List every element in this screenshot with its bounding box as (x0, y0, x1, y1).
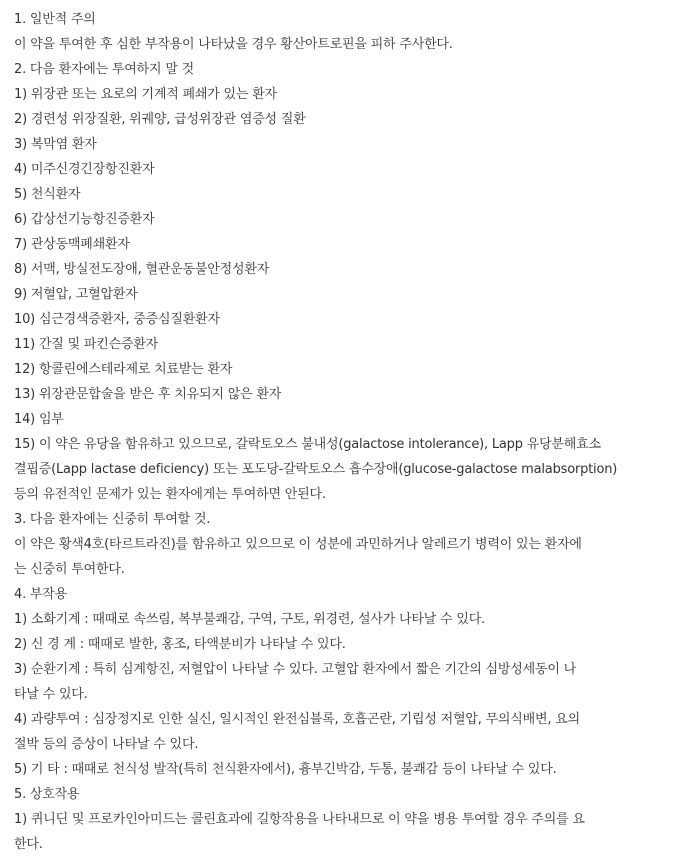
section-heading-contraindications: 2. 다음 환자에는 투여하지 말 것 (14, 62, 194, 77)
list-item: 12) 항콜린에스테라제로 치료받는 환자 (14, 362, 233, 377)
document-body (14, 7, 678, 857)
section-heading-adverse-reactions: 4. 부작용 (14, 587, 68, 602)
section-heading-general-precautions: 1. 일반적 주의 (14, 12, 96, 27)
text-line: 는 신중히 투여한다. (14, 562, 125, 577)
text-line: 결핍증(Lapp lactase deficiency) 또는 포도당-갈락토오스 흡수장애(glucose-galactose malabsorption) (14, 462, 618, 477)
list-item: 1) 퀴니딘 및 프로카인아미드는 콜린효과에 길항작용을 나타내므로 이 약을 병용 투여할 경우 주의를 요 (14, 812, 585, 827)
list-item: 1) 소화기계 : 때때로 속쓰림, 복부불쾌감, 구역, 구토, 위경련, 설사가 나타날 수 있다. (14, 612, 486, 627)
list-item: 11) 간질 및 파킨슨증환자 (14, 337, 159, 352)
text-line: 등의 유전적인 문제가 있는 환자에게는 투여하면 안된다. (14, 487, 326, 502)
list-item: 7) 관상동맥폐쇄환자 (14, 237, 130, 252)
list-item: 14) 임부 (14, 412, 64, 427)
list-item: 1) 위장관 또는 요로의 기계적 폐쇄가 있는 환자 (14, 87, 277, 102)
list-item: 5) 천식환자 (14, 187, 81, 202)
text-line: 타날 수 있다. (14, 687, 88, 702)
list-item: 5) 기 타 : 때때로 천식성 발작(특히 천식환자에서), 흉부긴박감, 두통, 불쾌감 등이 나타날 수 있다. (14, 762, 557, 777)
section-heading-interactions: 5. 상호작용 (14, 787, 80, 802)
list-item: 3) 순환기계 : 특히 심계항진, 저혈압이 나타날 수 있다. 고혈압 환자에서 짧은 기간의 심방성세동이 나 (14, 662, 577, 677)
list-item: 15) 이 약은 유당을 함유하고 있으므로, 갈락토오스 불내성(galactose intolerance), Lapp 유당분해효소 (14, 437, 601, 452)
list-item: 2) 경련성 위장질환, 위궤양, 급성위장관 염증성 질환 (14, 112, 306, 127)
text-line: 이 약은 황색4호(타르트라진)를 함유하고 있으므로 이 성분에 과민하거나 알레르기 병력이 있는 환자에 (14, 537, 582, 552)
list-item: 10) 심근경색증환자, 중증심질환환자 (14, 312, 220, 327)
list-item: 9) 저혈압, 고혈압환자 (14, 287, 138, 302)
section-heading-careful-administration: 3. 다음 환자에는 신중히 투여할 것. (14, 512, 211, 527)
list-item: 8) 서맥, 방실전도장애, 혈관운동불안정성환자 (14, 262, 270, 277)
list-item: 2) 신 경 계 : 때때로 발한, 홍조, 타액분비가 나타날 수 있다. (14, 637, 346, 652)
list-item: 3) 복막염 환자 (14, 137, 97, 152)
list-item: 4) 미주신경긴장항진환자 (14, 162, 155, 177)
text-line: 이 약을 투여한 후 심한 부작용이 나타났을 경우 황산아트로핀을 피하 주사한다. (14, 37, 453, 52)
list-item: 6) 갑상선기능항진증환자 (14, 212, 155, 227)
list-item: 13) 위장관문합술을 받은 후 치유되지 않은 환자 (14, 387, 282, 402)
list-item: 4) 과량투여 : 심장정지로 인한 실신, 일시적인 완전심블록, 호흡곤란, 기립성 저혈압, 무의식배변, 요의 (14, 712, 580, 727)
text-line: 절박 등의 증상이 나타날 수 있다. (14, 737, 199, 752)
text-line: 한다. (14, 837, 43, 852)
